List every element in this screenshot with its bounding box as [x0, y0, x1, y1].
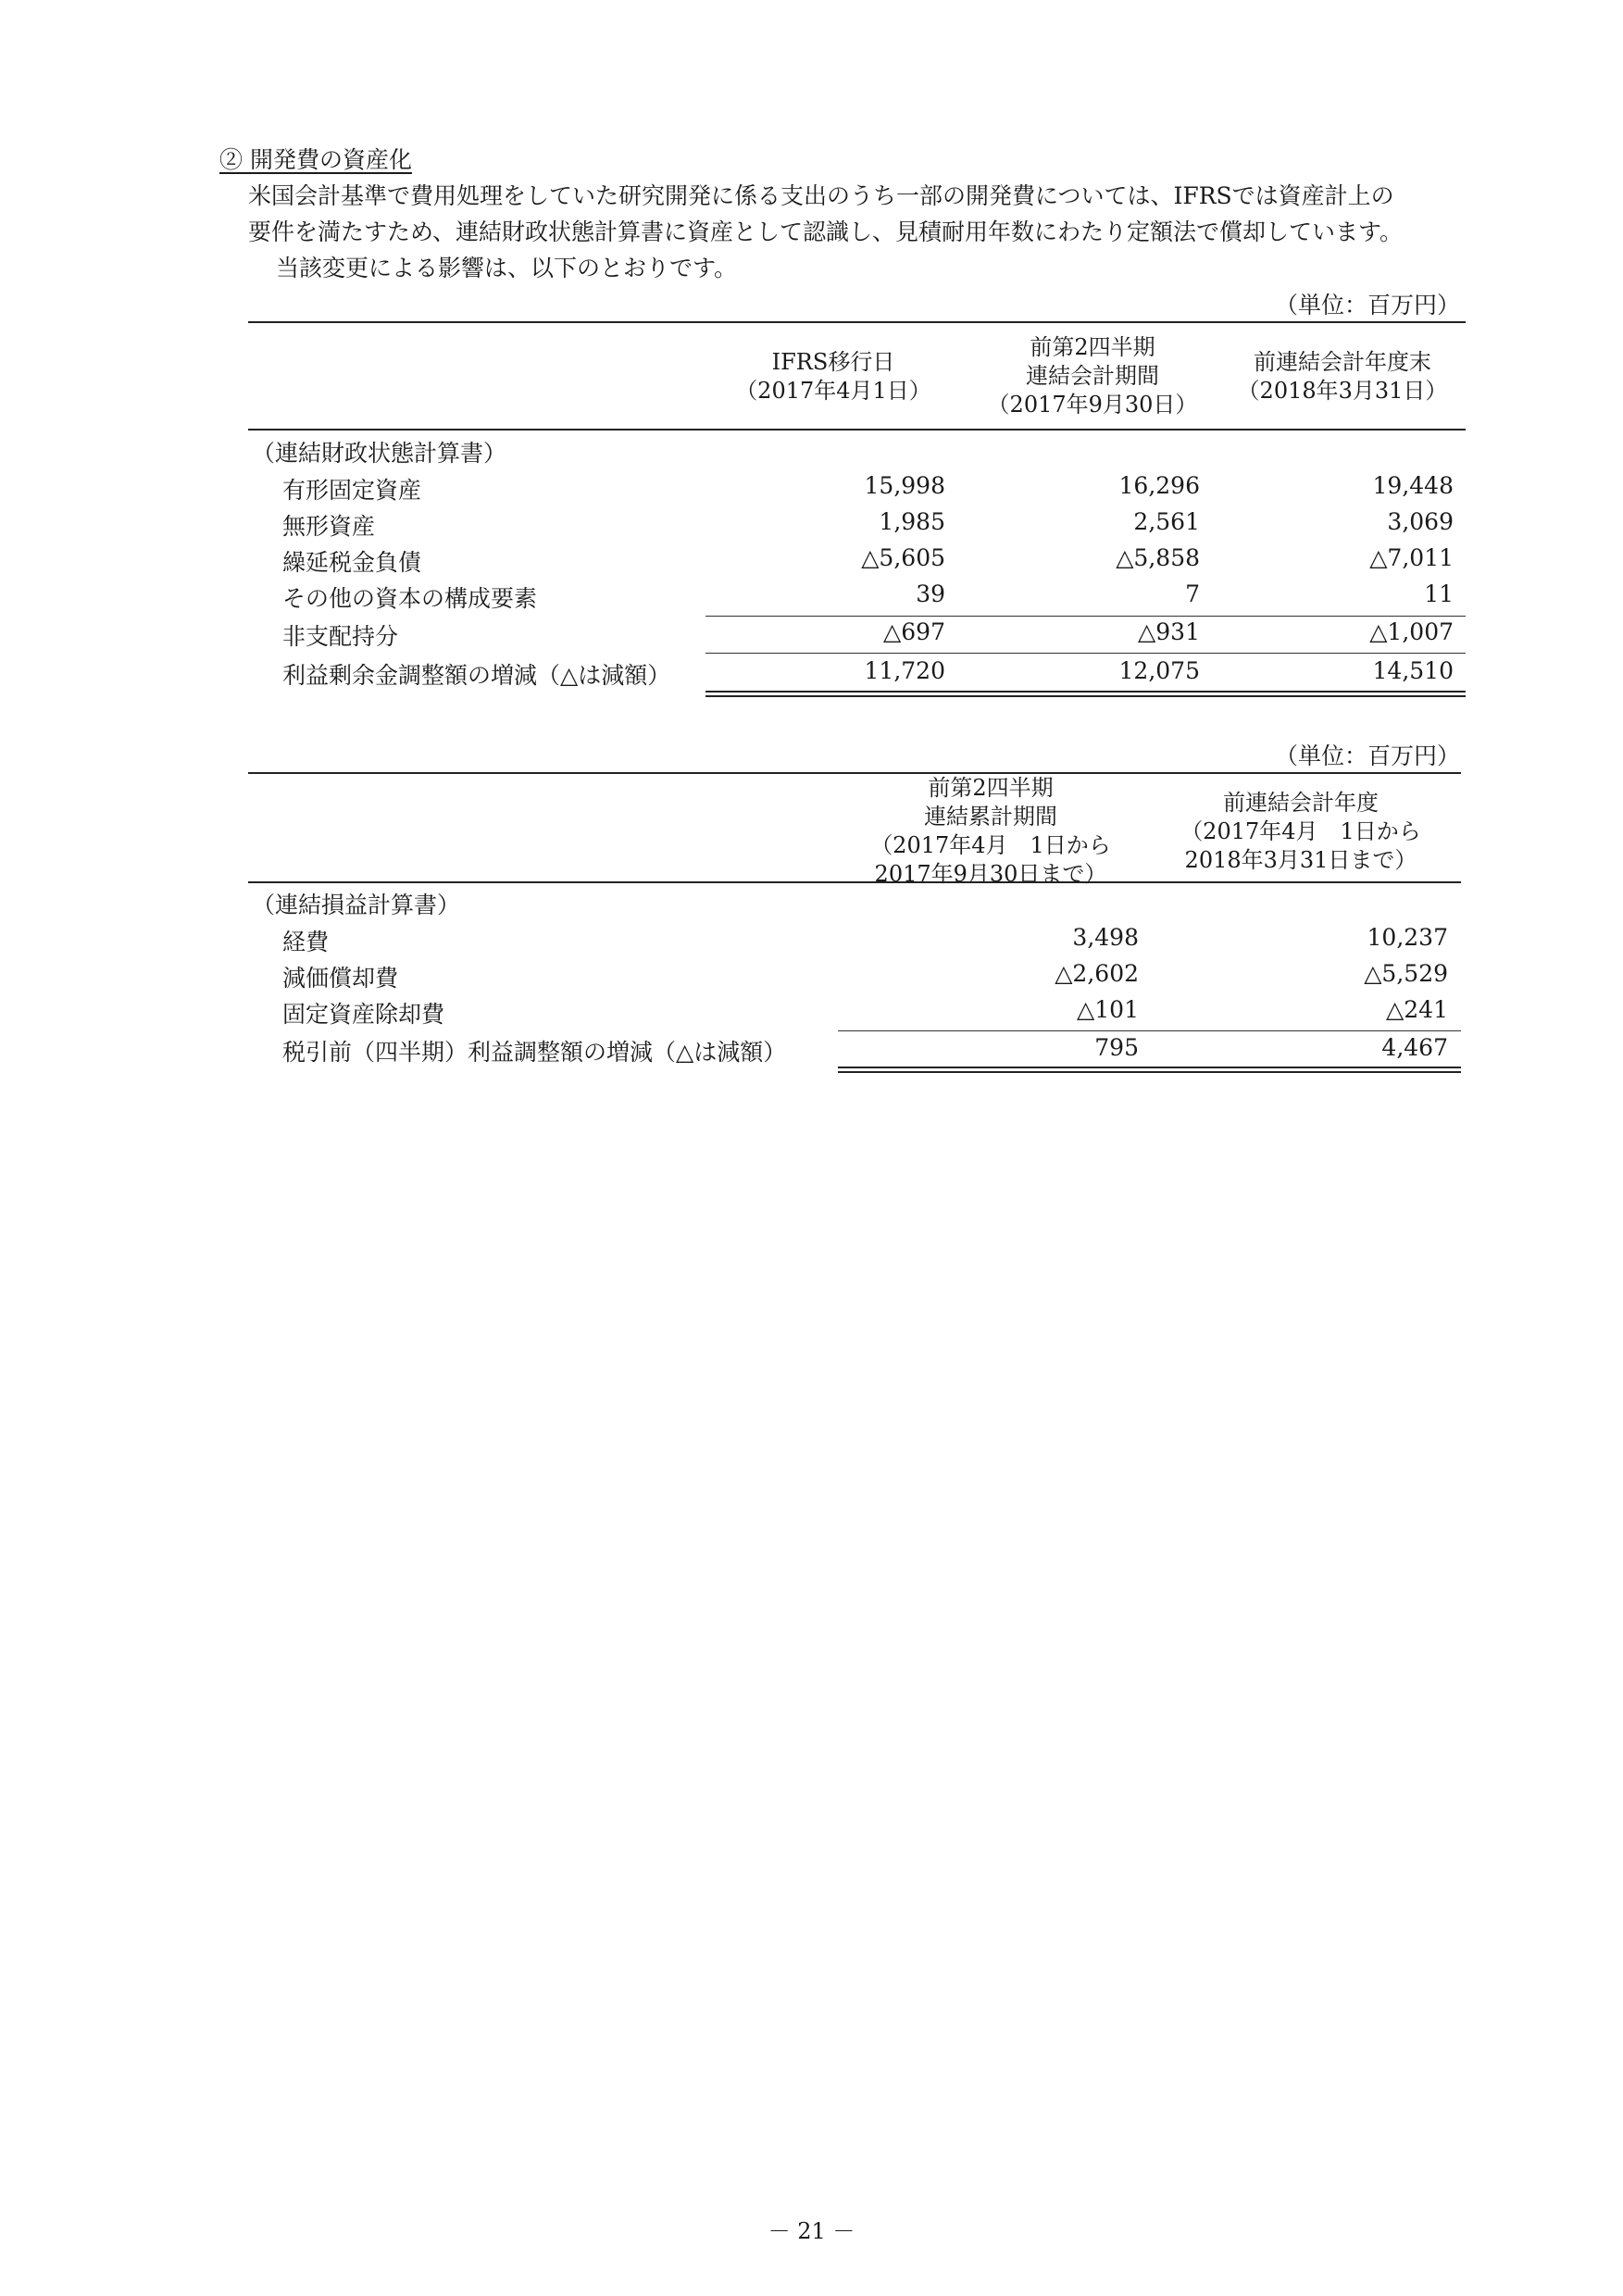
table1-row-label: 非支配持分	[282, 623, 399, 650]
paragraph-line-1: 米国会計基準で費用処理をしていた研究開発に係る支出のうち一部の開発費については、IFRSでは資産計上の	[248, 182, 1394, 209]
table1-row-label: 利益剰余金調整額の増減（△は減額）	[282, 662, 671, 689]
table2-cell: 4,467	[1381, 1034, 1448, 1061]
table1-row-label: その他の資本の構成要素	[282, 585, 538, 612]
table1-cell: 11,720	[864, 657, 945, 684]
table1-cell: △1,007	[1369, 618, 1454, 645]
table1-cell: 12,075	[1118, 657, 1200, 684]
table1-total-rule	[705, 653, 1466, 654]
table1-row-label: 有形固定資産	[282, 477, 422, 504]
table2-row-label: 経費	[282, 929, 330, 955]
table2-row-label: 税引前（四半期）利益調整額の増減（△は減額）	[282, 1039, 787, 1066]
table1-cell: 3,069	[1387, 508, 1454, 535]
table1-header-rule	[248, 429, 1466, 430]
table1-cell: 14,510	[1372, 657, 1454, 684]
table1-col3-header: 前連結会計年度末 （2018年3月31日）	[1237, 349, 1448, 404]
table2-col1-header: 前第2四半期 連結累計期間 （2017年4月 1日から 2017年9月30日まで）	[870, 775, 1111, 887]
page-number: － 21 －	[768, 2218, 855, 2244]
table1-row-label: 無形資産	[282, 513, 376, 540]
table1-cell: 39	[916, 580, 945, 607]
table1-col2-header: 前第2四半期 連結会計期間 （2017年9月30日）	[987, 334, 1198, 418]
table1-cell: △5,605	[861, 544, 945, 571]
table1-top-rule	[248, 321, 1466, 323]
section-heading: ② 開発費の資産化	[219, 146, 412, 173]
paragraph-line-2: 要件を満たすため、連結財政状態計算書に資産として認識し、見積耐用年数にわたり定額法で償却しています。	[248, 218, 1404, 245]
table2-col2-header: 前連結会計年度 （2017年4月 1日から 2018年3月31日まで）	[1180, 790, 1421, 873]
table1-cell: 15,998	[864, 472, 945, 499]
table1-unit: （単位：百万円）	[1274, 292, 1460, 318]
table2-header-rule	[248, 881, 1461, 883]
table2-row-label: 減価償却費	[282, 965, 399, 992]
table1-cell: △697	[883, 618, 945, 645]
table2-cell: △5,529	[1364, 960, 1448, 987]
table1-cell: △931	[1138, 618, 1200, 645]
table2-cell: 3,498	[1072, 924, 1139, 951]
table1-col1-header: IFRS移行日 （2017年4月1日）	[735, 349, 931, 404]
table1-cell: 1,985	[879, 508, 945, 535]
table1-cell: 2,561	[1133, 508, 1200, 535]
table2-cell: △2,602	[1055, 960, 1139, 987]
table2-unit: （単位：百万円）	[1274, 742, 1460, 769]
table1-cell: 19,448	[1372, 472, 1454, 499]
table2-cell: △101	[1077, 996, 1139, 1023]
table2-section-label: （連結損益計算書）	[252, 892, 461, 918]
table2-double-rule	[838, 1067, 1461, 1073]
table1-cell: 16,296	[1118, 472, 1200, 499]
paragraph-impact: 当該変更による影響は、以下のとおりです。	[276, 255, 738, 281]
table1-double-rule	[705, 691, 1466, 697]
table1-subtotal-rule	[705, 616, 1466, 617]
table2-total-rule	[838, 1030, 1461, 1031]
table1-cell: △5,858	[1116, 544, 1200, 571]
table1-row-label: 繰延税金負債	[282, 549, 422, 576]
table2-row-label: 固定資産除却費	[282, 1001, 445, 1028]
table1-cell: 11	[1424, 580, 1454, 607]
table2-cell: 795	[1094, 1034, 1139, 1061]
table1-cell: △7,011	[1369, 544, 1454, 571]
table1-section-label: （連結財政状態計算書）	[252, 440, 507, 467]
table1-cell: 7	[1185, 580, 1200, 607]
table2-cell: 10,237	[1367, 924, 1448, 951]
table2-cell: △241	[1386, 996, 1448, 1023]
